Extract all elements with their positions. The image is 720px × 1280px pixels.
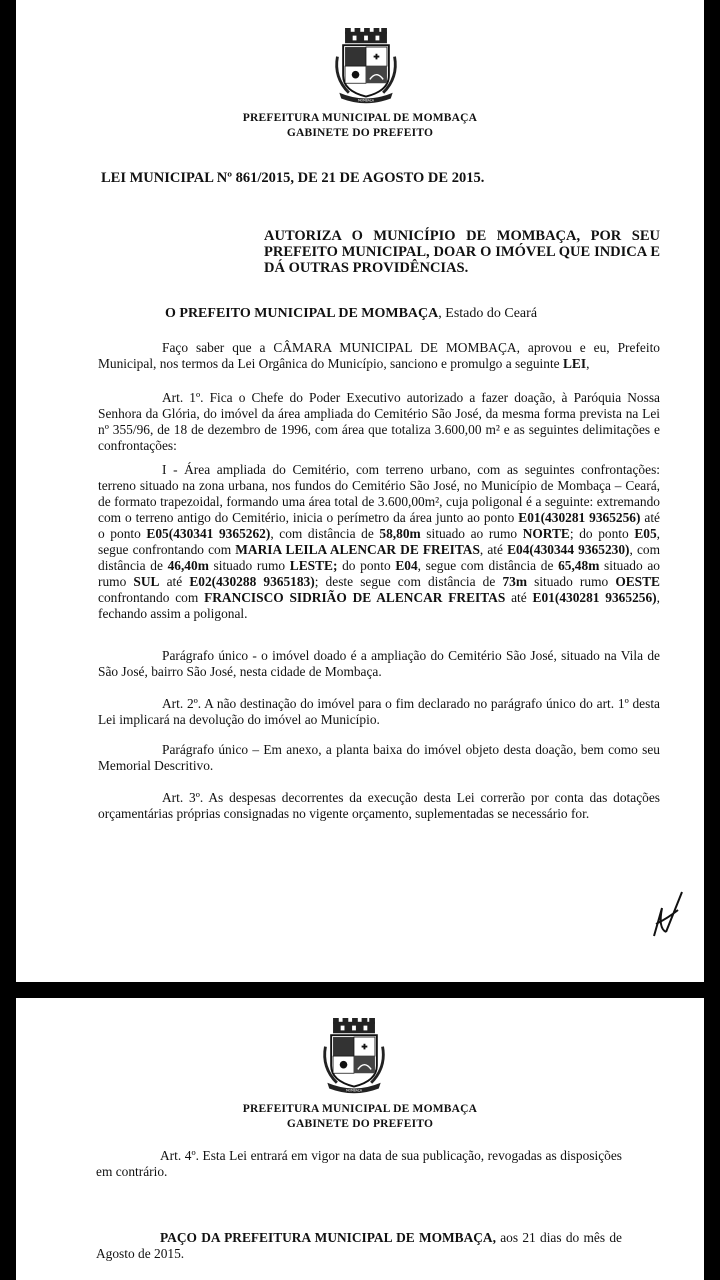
point-e02: E02(430288 9365183)	[189, 574, 315, 589]
distance-south: 65,48m	[558, 558, 600, 573]
mayor-title: O PREFEITO MUNICIPAL DE MOMBAÇA	[165, 306, 439, 321]
item1-text: do ponto	[337, 558, 396, 573]
closing-date: aos 21 dias do mês de Agosto de 2015.	[96, 1230, 622, 1261]
crest-banner-text: MOMBAÇA	[358, 98, 374, 103]
preamble-text	[98, 340, 660, 372]
org-name: PREFEITURA MUNICIPAL DE MOMBAÇA	[242, 1103, 478, 1115]
neighbor-maria: MARIA LEILA ALENCAR DE FREITAS	[235, 542, 480, 557]
point-e04: E04(430344 9365230)	[507, 542, 630, 557]
crest-banner-text: MOMBAÇA	[346, 1088, 362, 1093]
point-e04-ref: E04	[395, 558, 418, 573]
item1-text: confrontando com	[98, 590, 205, 605]
item1-text: , fechando assim a poligonal.	[98, 590, 660, 621]
item1-text: ; do ponto	[569, 526, 635, 541]
org-office: GABINETE DO PREFEITO	[286, 1118, 434, 1130]
paragraph-unico-2: Parágrafo único – Em anexo, a planta baixa do imóvel objeto desta doação, bem como seu Memorial Descritivo.	[98, 742, 660, 773]
distance-east: 46,40m	[167, 558, 209, 573]
direction-east: LESTE;	[289, 558, 338, 573]
org-header	[16, 111, 704, 141]
law-title: LEI MUNICIPAL Nº 861/2015, DE 21 DE AGOSTO DE 2015.	[101, 170, 485, 186]
law-ementa: AUTORIZA O MUNICÍPIO DE MOMBAÇA, POR SEU PREFEITO MUNICIPAL, DOAR O IMÓVEL QUE INDICA E DÁ OUTRAS PROVIDÊNCIAS.	[264, 228, 660, 276]
preamble-mayor	[165, 306, 665, 322]
item-1-description	[98, 462, 660, 622]
closing-statement	[96, 1230, 622, 1262]
item1-text: ; deste segue com distância de	[314, 574, 503, 589]
item1-text: situado rumo	[208, 558, 290, 573]
article-1: Art. 1º. Fica o Chefe do Poder Executivo autorizado a fazer doação, à Paróquia Nossa Senhora da Glória, do imóvel da área ampliada do Cemitério São José, da mesma forma prevista na Lei nº 355/96, de 18 de dezembro de 1996, com área que totaliza 3.600,00 m² e as seguintes delimitações e confrontações:	[98, 390, 660, 453]
municipal-crest-logo-page2	[318, 1018, 390, 1098]
direction-north: NORTE	[522, 526, 570, 541]
item1-text: , até	[479, 542, 508, 557]
point-e01-close: E01(430281 9365256)	[532, 590, 657, 605]
item1-text: , com distância de	[98, 542, 660, 573]
org-name: PREFEITURA MUNICIPAL DE MOMBAÇA	[242, 112, 478, 124]
item1-text: , segue confrontando com	[98, 526, 660, 557]
article-2: Art. 2º. A não destinação do imóvel para o fim declarado no parágrafo único do art. 1º desta Lei implicará na devolução do imóvel ao Município.	[98, 696, 660, 727]
distance-north: 58,80m	[379, 526, 421, 541]
article-4: Art. 4º. Esta Lei entrará em vigor na data de sua publicação, revogadas as disposições em contrário.	[96, 1148, 622, 1179]
preamble-body: Faço saber que a CÂMARA MUNICIPAL DE MOMBAÇA, aprovou e eu, Prefeito Municipal, nos termos da Lei Orgânica do Município, sanciono e promulgo a seguinte	[98, 340, 660, 371]
municipal-crest-logo	[330, 28, 402, 108]
item1-text: situado ao rumo	[98, 558, 660, 589]
paragraph-unico-1: Parágrafo único - o imóvel doado é a ampliação do Cemitério São José, situado na Vila de São José, bairro São José, nesta cidade de Mombaça.	[98, 648, 660, 679]
item1-text: situado ao rumo	[420, 526, 523, 541]
initials-signature-mark	[648, 888, 688, 940]
neighbor-francisco: FRANCISCO SIDRIÃO DE ALENCAR FREITAS	[204, 590, 506, 605]
closing-place: PAÇO DA PREFEITURA MUNICIPAL DE MOMBAÇA,	[160, 1230, 496, 1245]
item1-text: até o ponto	[98, 510, 660, 541]
article-3: Art. 3º. As despesas decorrentes da execução desta Lei correrão por conta das dotações orçamentárias próprias consignadas no vigente orçamento, suplementadas se necessário for.	[98, 790, 660, 821]
item1-text: até	[159, 574, 190, 589]
item1-text: situado rumo	[527, 574, 616, 589]
preamble-lei: LEI	[562, 356, 587, 371]
direction-south: SUL	[133, 574, 160, 589]
item1-text: , com distância de	[270, 526, 380, 541]
org-office: GABINETE DO PREFEITO	[286, 127, 434, 139]
point-e01: E01(430281 9365256)	[518, 510, 641, 525]
item1-text: até	[505, 590, 533, 605]
distance-west: 73m	[502, 574, 527, 589]
item1-text: I - Área ampliada do Cemitério, com terreno urbano, com as seguintes confrontações: terreno situado na zona urbana, nos fundos do Cemitério São José, no Município de Mombaça – Ceará, de formato trapezoidal, formando uma área total de 3.600,00m², cuja poligonal é a seguinte: extremando com o terreno antigo do Cemitério, inicia o perímetro da área junto ao ponto	[98, 462, 660, 525]
direction-west: OESTE	[615, 574, 660, 589]
point-e05-ref: E05	[634, 526, 657, 541]
point-e05: E05(430341 9365262)	[146, 526, 271, 541]
preamble-end: ,	[586, 356, 590, 371]
org-header-page2	[16, 1102, 704, 1132]
item1-text: , segue com distância de	[417, 558, 559, 573]
mayor-state: , Estado do Ceará	[438, 306, 538, 321]
